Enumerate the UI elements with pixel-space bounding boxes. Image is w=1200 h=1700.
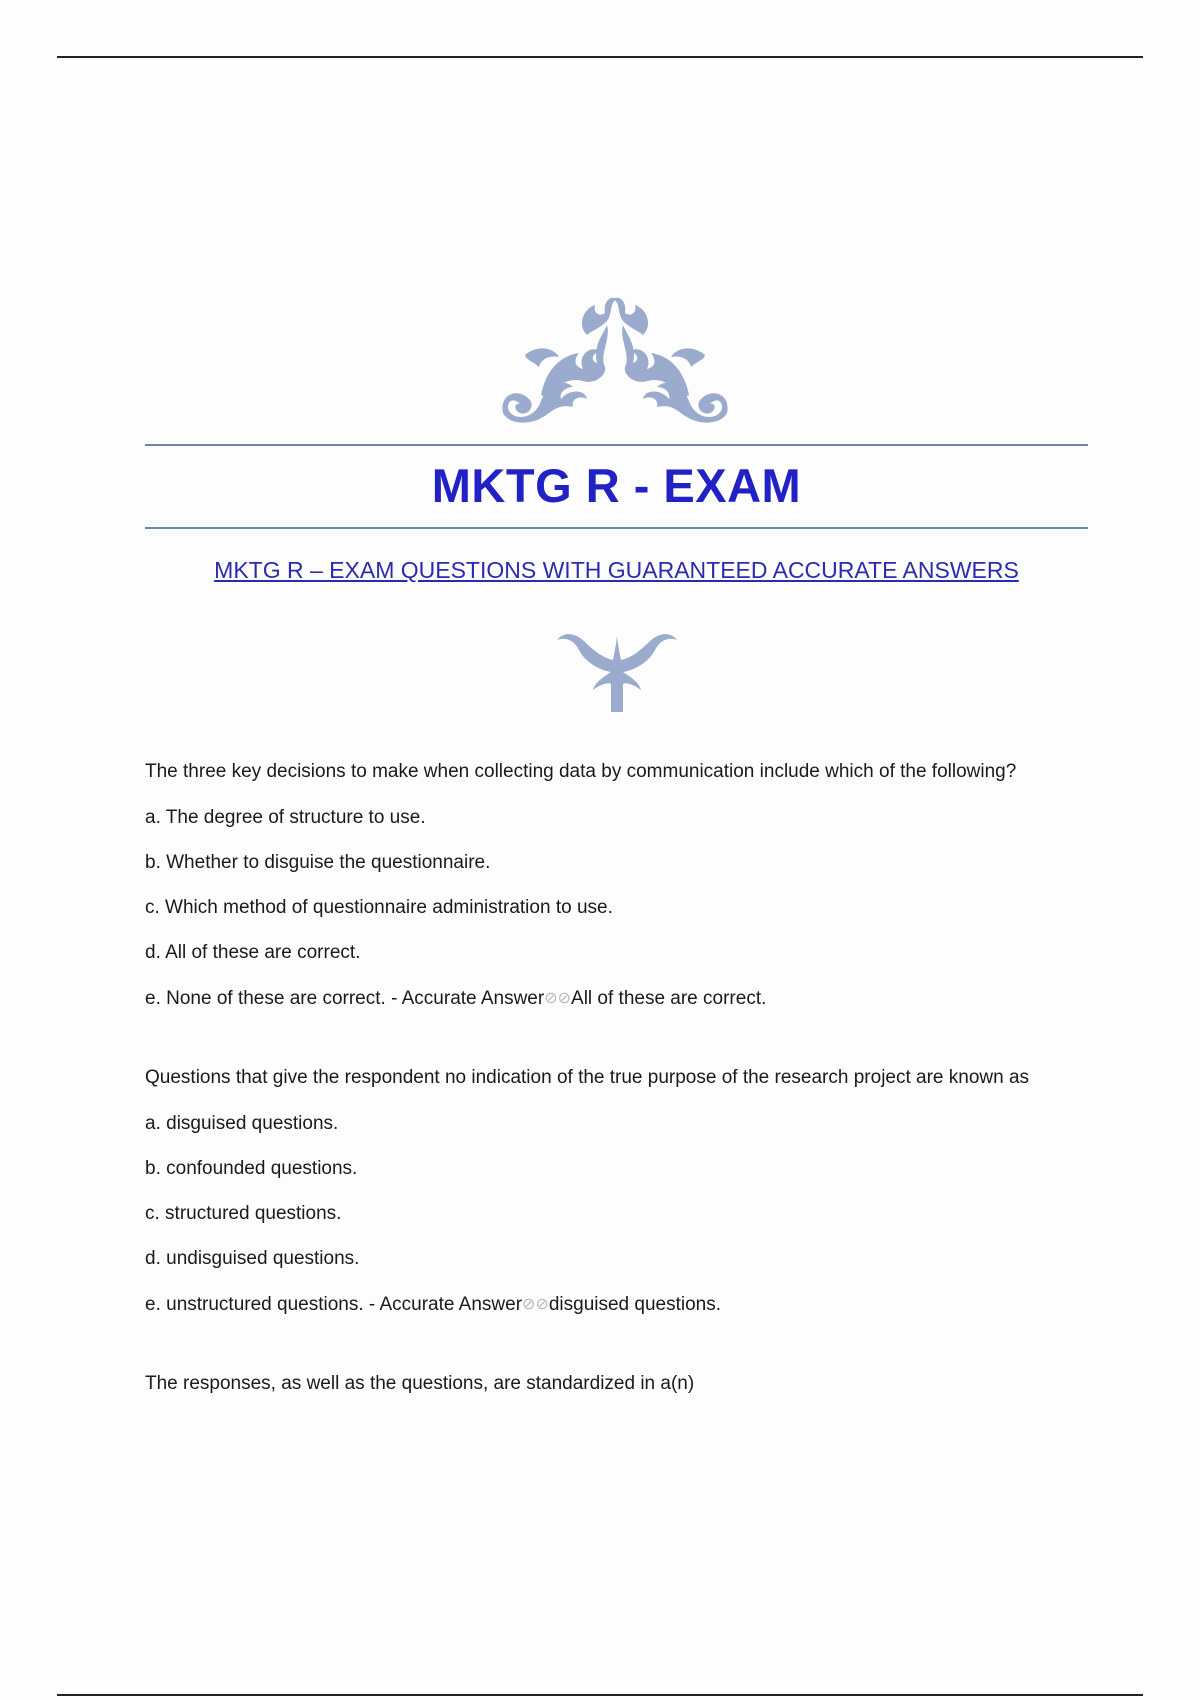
question-block bbox=[145, 1062, 1090, 1320]
floral-divider-icon bbox=[555, 630, 680, 712]
question-text: The three key decisions to make when collecting data by communication include which of the following? bbox=[145, 761, 1017, 782]
answer-option-with-answer bbox=[145, 1288, 1090, 1320]
check-circle-icon: ⊘⊘ bbox=[522, 1294, 549, 1313]
question-block bbox=[145, 756, 1090, 1014]
answer-option: b. confounded questions. bbox=[145, 1158, 358, 1179]
page-subtitle: MKTG R – EXAM QUESTIONS WITH GUARANTEED ACCURATE ANSWERS bbox=[214, 557, 1019, 583]
answer-option-with-answer bbox=[145, 982, 1090, 1014]
page-title: MKTG R - EXAM bbox=[431, 459, 802, 512]
answer-option: a. The degree of structure to use. bbox=[145, 807, 426, 828]
question-text: The responses, as well as the questions, are standardized in a(n) bbox=[145, 1373, 695, 1394]
accurate-answer: disguised questions. bbox=[548, 1294, 722, 1315]
question-text: Questions that give the respondent no indication of the true purpose of the research project are known as bbox=[145, 1067, 1030, 1088]
answer-option-text: e. unstructured questions. - Accurate Answer bbox=[145, 1294, 523, 1315]
title-rule-top bbox=[145, 444, 1088, 446]
answer-option: c. structured questions. bbox=[145, 1203, 342, 1224]
floral-flourish-icon bbox=[495, 295, 735, 430]
accurate-answer: All of these are correct. bbox=[571, 988, 767, 1009]
answer-option: c. Which method of questionnaire administration to use. bbox=[145, 897, 613, 918]
exam-content bbox=[145, 756, 1090, 1414]
answer-option-text: e. None of these are correct. - Accurate Answer bbox=[145, 988, 545, 1009]
question-block bbox=[145, 1368, 1090, 1399]
check-circle-icon: ⊘⊘ bbox=[544, 988, 572, 1007]
footer-rule bbox=[57, 1694, 1143, 1696]
title-rule-bottom bbox=[145, 527, 1088, 529]
header-rule bbox=[57, 56, 1143, 58]
answer-option: b. Whether to disguise the questionnaire. bbox=[145, 852, 491, 873]
answer-option: d. undisguised questions. bbox=[145, 1248, 360, 1269]
answer-option: d. All of these are correct. bbox=[145, 942, 361, 963]
answer-option: a. disguised questions. bbox=[145, 1113, 339, 1134]
